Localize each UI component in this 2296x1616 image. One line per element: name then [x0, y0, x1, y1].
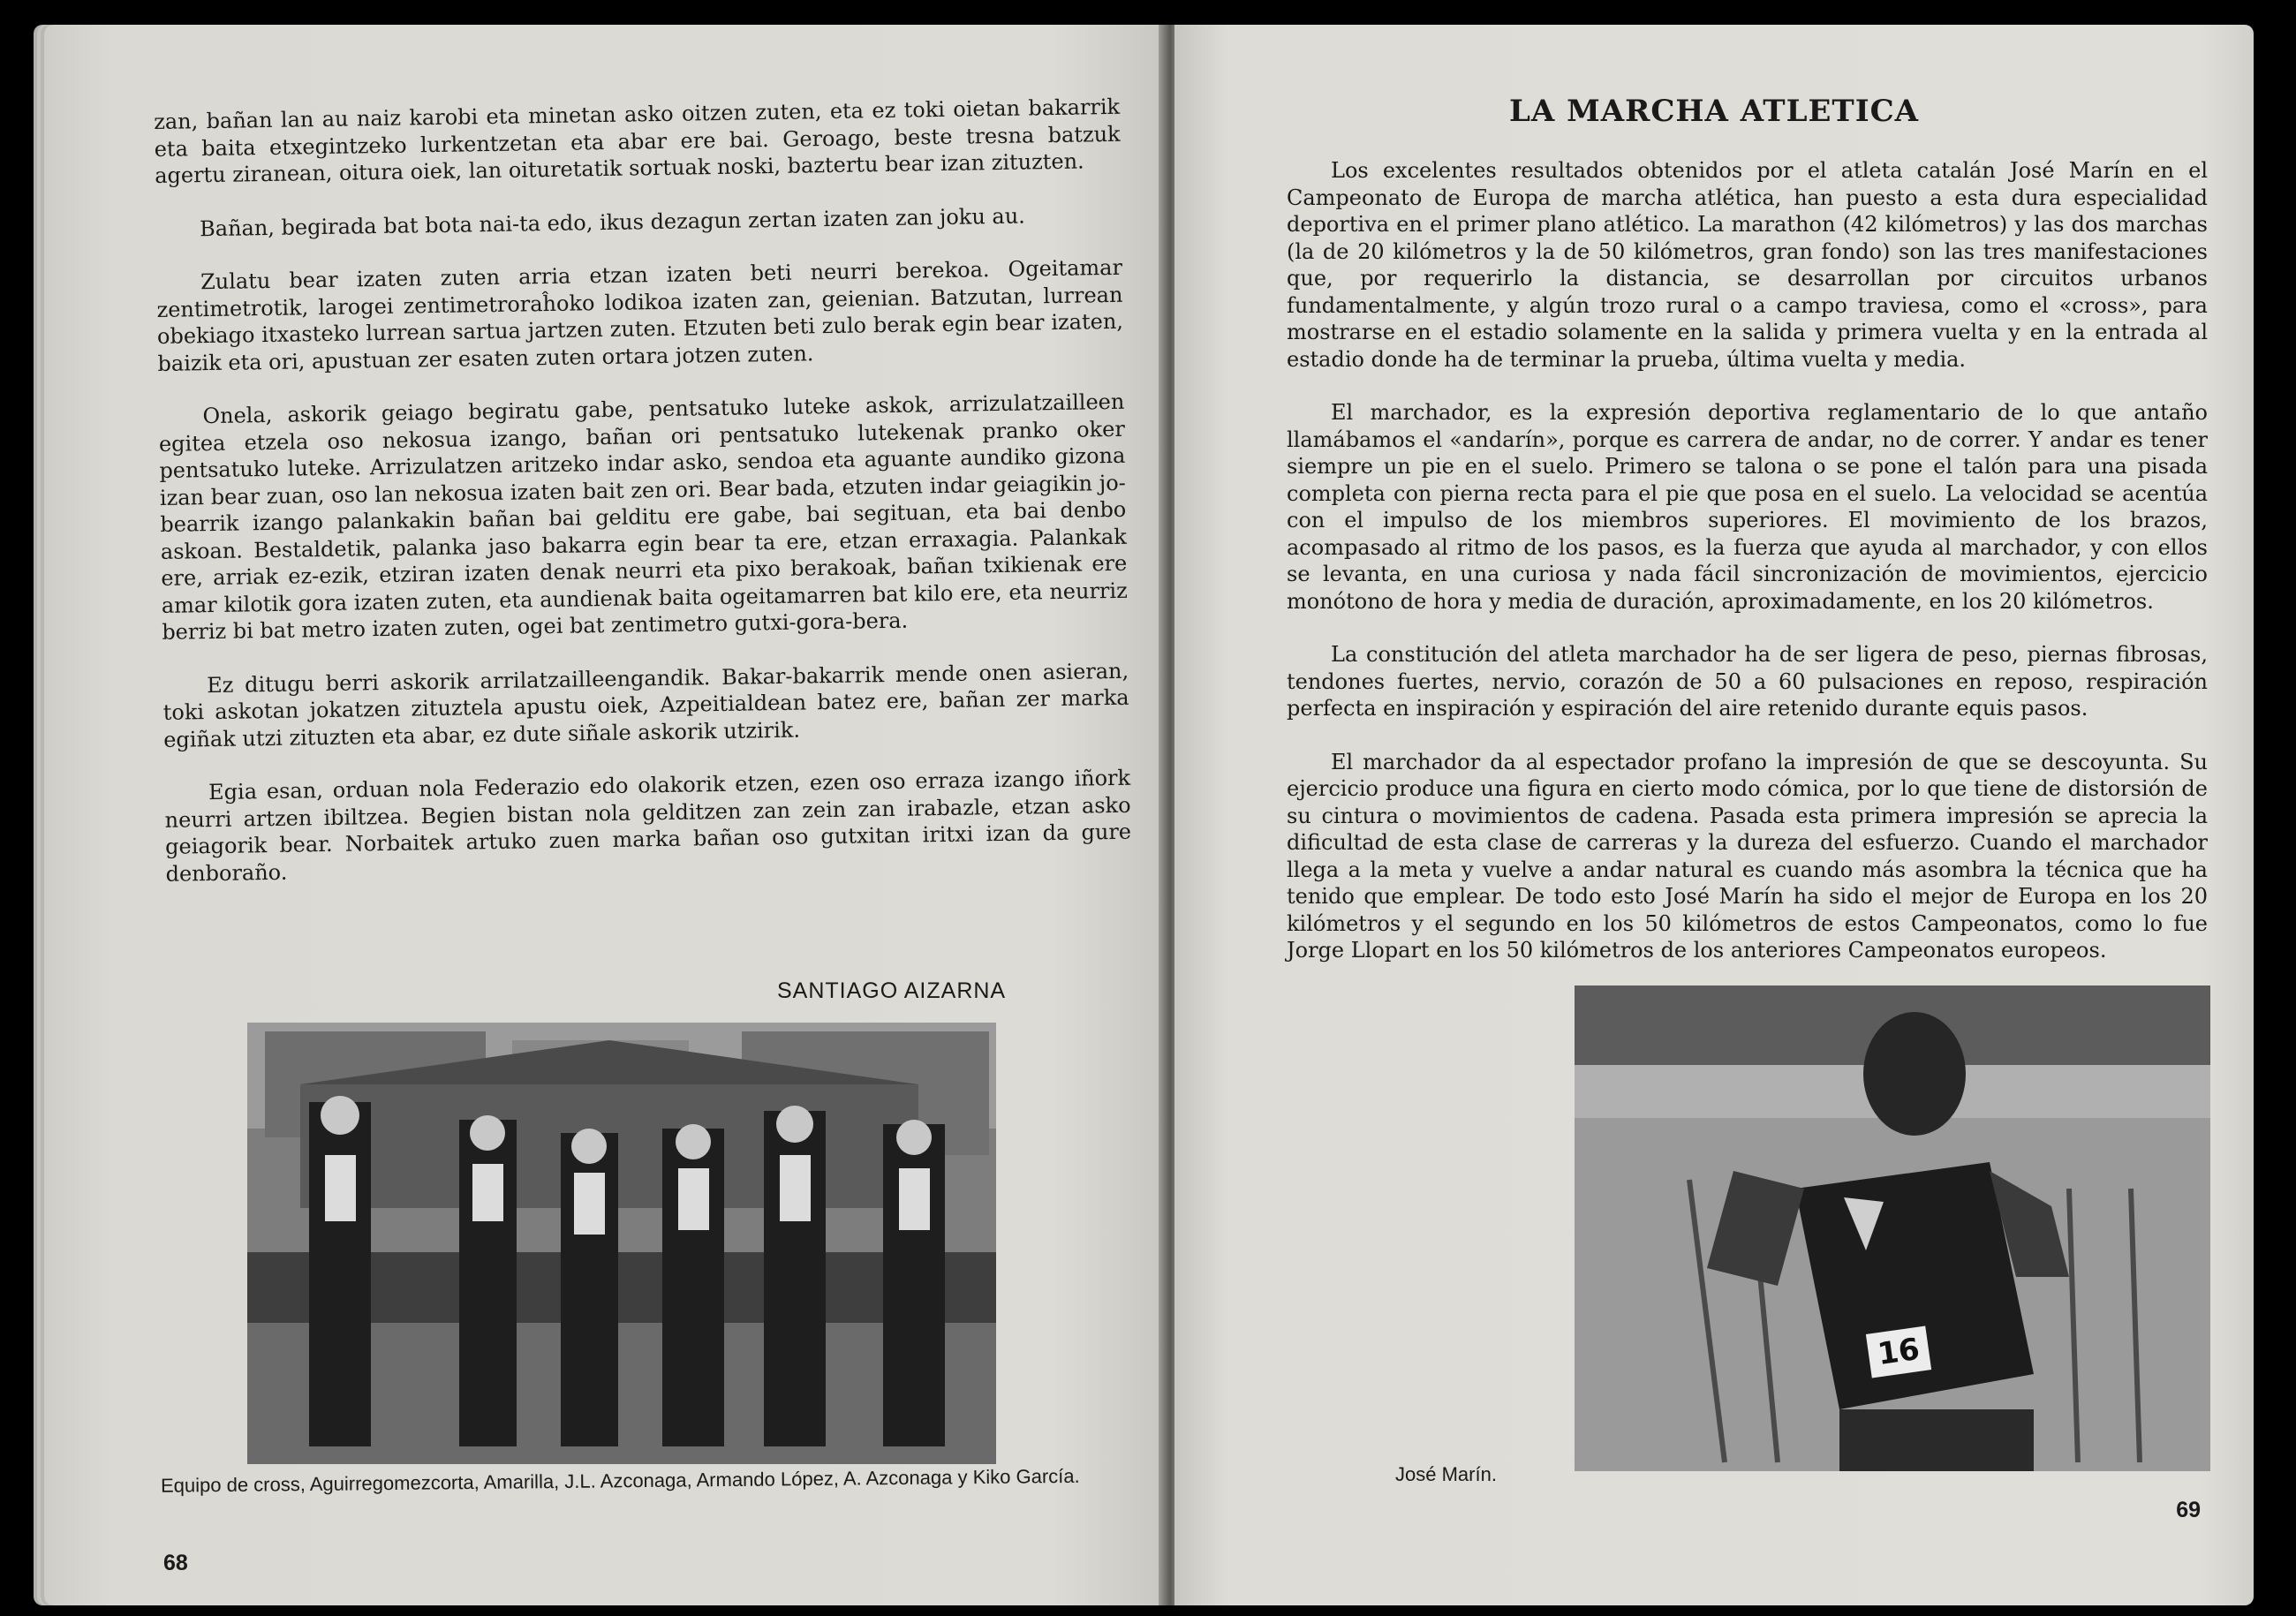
right-paragraph-1: Los excelentes resultados obtenidos por el atleta catalán José Marín en el Campeonato de Europa de marcha atlética, han puesto a esta dura especialidad deportiva en el primer plano atlético. La marathon (42 kilómetros) y las dos marchas (la de 20 kilómetros y la de 50 kilómetros, gran fondo) son las tres manifestaciones que, por requerirlo la distancia, se desarrollan por circuitos urbanos fundamentalmente, y algún trozo rural o a campo traviesa, como el «cross», para mostrarse en el estadio solamente en la salida y primera vuelta y en la entrada al estadio donde ha de terminar la prueba, última vuelta y media. [1287, 158, 2208, 372]
right-paragraph-3: La constitución del atleta marchador ha de ser ligera de peso, piernas fibrosas, tendones fuertes, nervio, corazón de 50 a 60 pulsaciones en reposo, respiración perfecta en inspiración y espiración del aire retenido durante equis pasos. [1287, 642, 2208, 721]
right-paragraph-2: El marchador, es la expresión deportiva reglamentario de lo que antaño llamábamos el «andarín», porque es carrera de andar, no de correr. Y andar es tener siempre un pie en el suelo. Primero se talona o se pone el talón para una pisada completa con pierna recta para el pie que posa en el suelo. La velocidad se acentúa con el impulso de los miembros superiores. El movimiento de los brazos, acompasado al ritmo de los pasos, es la fuerza que ayuda al marchador, y con ellos se levanta, en una curiosa y nada fácil sincronización de movimientos, ejercicio monótono de hora y media de duración, aproximadamente, en los 20 kilómetros. [1287, 400, 2208, 614]
left-paragraph-4: Onela, askorik geiago begiratu gabe, pentsatuko luteke askok, arrizulatzailleen egitea etzela oso nekosua izango, bañan ori pentsatuko lutekenak pranko oker pentsatuko luteke. Arrizulatzen aritzeko indar asko, sendoa eta aguante aundiko gizona izan bear zuan, oso lan nekosua izaten bait zen ori. Bear bada, etzuten indar geiagikin jo-bearrik izango palankakin bañan bai gelditu ere gabe, bai segituan, eta bai denbo askoan. Bestaldetik, palanka jaso bakarra egin bear ta ere, etzan erraxagia. Palankak ere, arriak ez-ezik, etziran izaten denak neurri eta pixo berakoak, bañan txikienak ere amar kilotik gora izaten zuten, eta aundienak baita ogeitamarren bat kilo ere, eta neurriz berriz bi bat metro izaten zuten, ogei bat zentimetro gutxi-gora-bera. [158, 389, 1128, 645]
left-paragraph-6: Egia esan, orduan nola Federazio edo olakorik etzen, ezen oso erraza izango iñork neurri artzen ibiltzea. Begien bistan nola gelditzen zan zein zan irabazle, etzan asko geiagorik bear. Norbaitek artuko zuen marka bañan oso gutxitan iritxi izan da gure denboraño. [164, 765, 1132, 887]
right-page [1174, 25, 2254, 1605]
left-paragraph-3: Zulatu bear izaten zuten arria etzan izaten beti neurri berekoa. Ogeitamar zentimetrotik, larogei zentimetroraĥoko lodikoa izaten zan, geienian. Batzutan, lurrean obekiago itxasteko lurrean sartua jartzen zuten. Etzuten beti zulo berak egin bear izaten, baizik eta ori, apustuan zer esaten zuten ortara jotzen zuten. [156, 254, 1124, 376]
athlete-photo [1575, 985, 2210, 1471]
right-body-text [1287, 157, 2208, 991]
page-number-right: 69 [2176, 1498, 2201, 1522]
left-paragraph-1: zan, bañan lan au naiz karobi eta minetan asko oitzen zuten, eta ez toki oietan bakarrik eta baita etxegintzeko lurkentzetan eta abar ere bai. Geroago, beste tresna batzuk agertu ziranean, oitura oiek, lan oituretatik sortuak noski, baztertu bear izan zituzten. [154, 94, 1121, 188]
article-title: LA MARCHA ATLETICA [1508, 94, 1920, 129]
left-body-text [154, 94, 1132, 914]
book-spread [44, 25, 2252, 1605]
right-paragraph-4: El marchador da al espectador profano la impresión de que se descoyunta. Su ejercicio produce una figura en cierto modo cómica, por lo que tiene de distorsión de su cintura o movimientos de cadena. Pasada esta primera impresión se aprecia la dificultad de esta clase de carreras y la dureza del esfuerzo. Cuando el marchador llega a la meta y vuelve a andar natural es cuando más asombra la técnica que ha tenido que emplear. De todo esto José Marín ha sido el mejor de Europa en los 20 kilómetros y el segundo en los 50 kilómetros de estos Campeonatos, como lo fue Jorge Llopart en los 50 kilómetros de los anteriores Campeonatos europeos. [1287, 749, 2208, 963]
author-signature: SANTIAGO AIZARNA [777, 978, 1007, 1003]
left-page [44, 25, 1166, 1605]
team-photo-caption: Equipo de cross, Aguirregomezcorta, Amarilla, J.L. Azconaga, Armando López, A. Azconaga y Kiko García. [160, 1464, 1080, 1497]
athlete-photo-caption: José Marín. [1395, 1463, 1497, 1485]
left-paragraph-2: Bañan, begirada bat bota nai-ta edo, ikus dezagun zertan izaten zan joku au. [199, 203, 1026, 241]
page-number-left: 68 [163, 1551, 188, 1575]
team-photo [247, 1023, 996, 1464]
bib-number: 16 [1866, 1326, 1931, 1378]
left-paragraph-5: Ez ditugu berri askorik arrilatzailleengandik. Bakar-bakarrik mende onen asieran, toki askotan jokatzen zituztela apustu oiek, Azpeitialdean batez ere, bañan zer marka egiñak utzi zituzten eta abar, ez dute siñale askorik utzirik. [162, 658, 1129, 752]
